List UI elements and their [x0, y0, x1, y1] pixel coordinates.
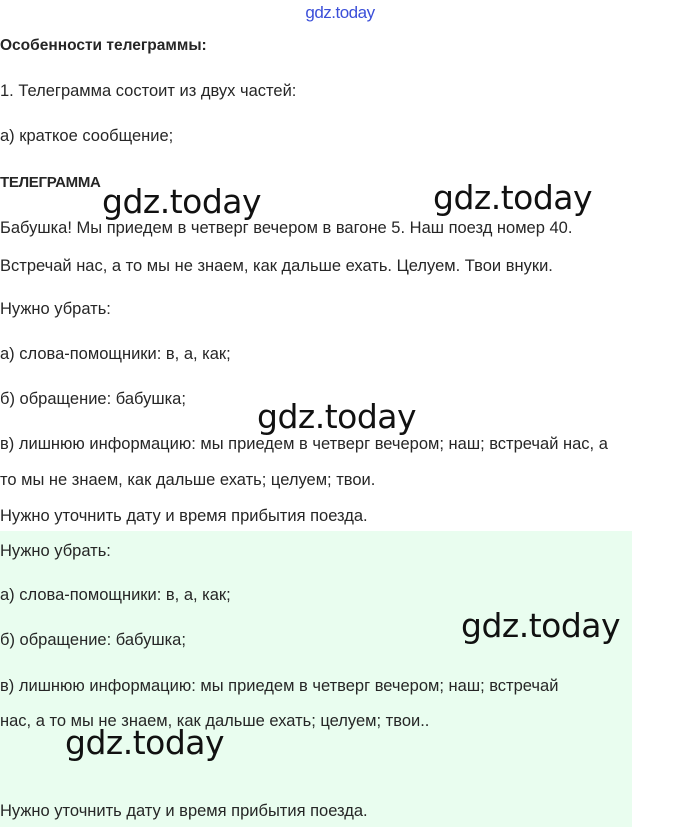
telegram-line-1: Бабушка! Мы приедем в четверг вечером в вагоне 5. Наш поезд номер 40.	[0, 219, 573, 237]
header-watermark: gdz.today	[305, 3, 375, 22]
watermark-text: gdz.today	[102, 182, 262, 221]
clarify-text: Нужно уточнить дату и время прибытия поезда.	[0, 507, 368, 525]
answer-clarify-text: Нужно уточнить дату и время прибытия поезда.	[0, 802, 368, 820]
answer-remove-item-c-line-1: в) лишнюю информацию: мы приедем в четверг вечером; наш; встречай	[0, 677, 559, 695]
section-heading: Особенности телеграммы:	[0, 37, 207, 54]
answer-remove-title: Нужно убрать:	[0, 542, 111, 560]
watermark-text: gdz.today	[461, 606, 621, 645]
remove-item-c-line-1: в) лишнюю информацию: мы приедем в четверг вечером; наш; встречай нас, а	[0, 435, 608, 453]
answer-remove-item-b: б) обращение: бабушка;	[0, 631, 186, 649]
remove-item-c-line-2: то мы не знаем, как дальше ехать; целуем; твои.	[0, 471, 376, 489]
remove-item-b: б) обращение: бабушка;	[0, 390, 186, 408]
remove-item-a: а) слова-помощники: в, а, как;	[0, 345, 231, 363]
point-one-text: 1. Телеграмма состоит из двух частей:	[0, 82, 297, 100]
remove-title: Нужно убрать:	[0, 300, 111, 318]
part-a-text: а) краткое сообщение;	[0, 127, 174, 145]
telegram-title: ТЕЛЕГРАММА	[0, 174, 101, 191]
watermark-text: gdz.today	[65, 723, 225, 762]
answer-remove-item-c-line-2: нас, а то мы не знаем, как дальше ехать; целуем; твои..	[0, 712, 430, 730]
watermark-text: gdz.today	[257, 397, 417, 436]
answer-remove-item-a: а) слова-помощники: в, а, как;	[0, 586, 231, 604]
watermark-text: gdz.today	[433, 178, 593, 217]
telegram-line-2: Встречай нас, а то мы не знаем, как дальше ехать. Целуем. Твои внуки.	[0, 257, 553, 275]
